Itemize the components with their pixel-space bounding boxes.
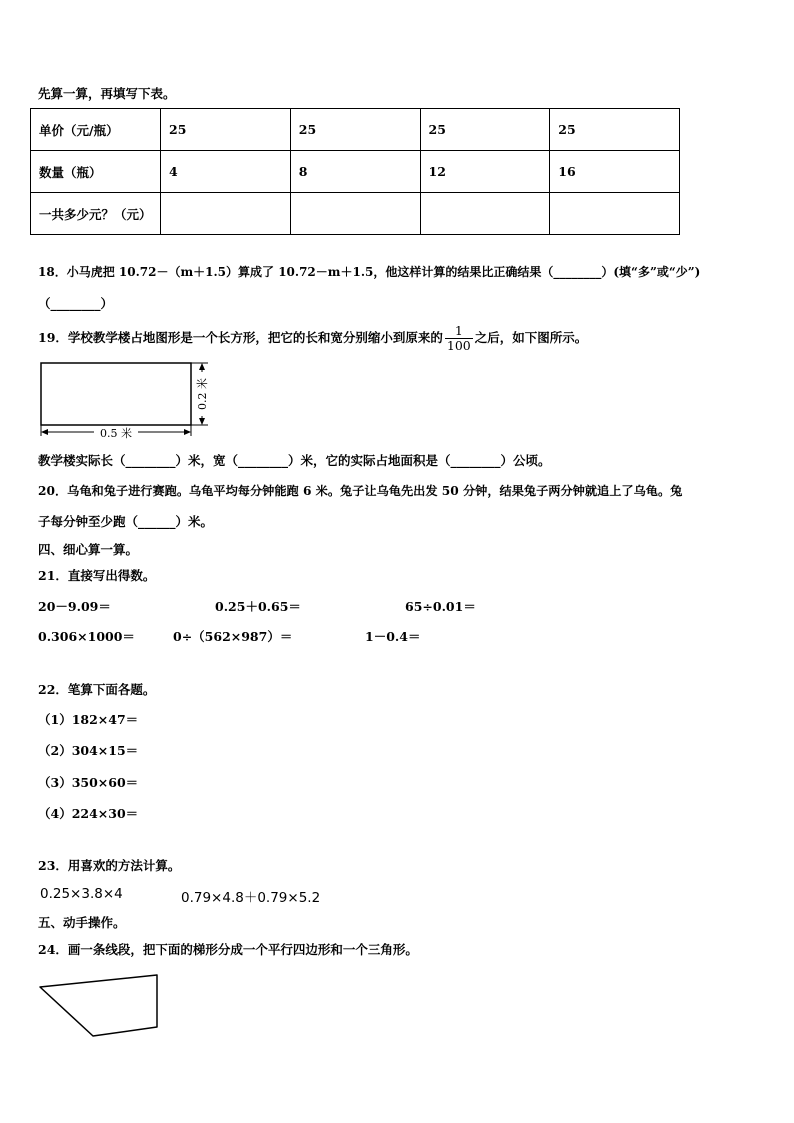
q20-line2: 子每分钟至少跑（______）米。 — [38, 514, 214, 529]
table-row — [31, 109, 680, 151]
q18-line2: （________） — [38, 296, 114, 311]
q20-line1: 20．乌龟和兔子进行赛跑。乌龟平均每分钟能跑 6 米。兔子让乌龟先出发 50 分钟，结果兔子两分钟就追上了乌龟。兔 — [38, 484, 683, 498]
calc-item: 20－9.09＝ — [38, 599, 111, 614]
expression: 0.25×3.8×4 — [40, 886, 123, 902]
table-cell: 25 — [290, 109, 420, 151]
table-cell: 16 — [550, 151, 680, 193]
arrow-down-icon — [199, 418, 205, 425]
q19-text-after: 之后，如下图所示。 — [474, 330, 588, 345]
answer-cell[interactable] — [290, 193, 420, 235]
calc-item: 0.25＋0.65＝ — [215, 599, 301, 614]
table-row — [31, 151, 680, 193]
intro-text: 先算一算，再填写下表。 — [38, 86, 176, 101]
table-cell: 一共多少元？（元） — [31, 193, 161, 235]
arrow-up-icon — [199, 363, 205, 370]
q19-question — [38, 318, 587, 358]
answer-cell[interactable] — [550, 193, 680, 235]
calc-item: （2）304×15＝ — [38, 743, 139, 758]
height-label: 0.2 米 — [196, 378, 209, 410]
calc-item: 0.306×1000＝ — [38, 629, 135, 644]
q23-title: 23．用喜欢的方法计算。 — [38, 858, 181, 873]
q24-title: 24．画一条线段，把下面的梯形分成一个平行四边形和一个三角形。 — [38, 942, 418, 957]
q18-line1: 18．小马虎把 10.72－（m＋1.5）算成了 10.72－m＋1.5，他这样计算的结果比正确结果（________）(填“多”或“少”) — [38, 265, 701, 279]
rectangle-diagram — [36, 358, 216, 443]
q19-text-before: 19．学校教学楼占地图形是一个长方形，把它的长和宽分别缩小到原来的 — [38, 330, 443, 345]
fraction-denominator: 100 — [446, 338, 471, 353]
calc-item: （4）224×30＝ — [38, 806, 139, 821]
table-cell: 数量（瓶） — [31, 151, 161, 193]
table-cell: 25 — [550, 109, 680, 151]
calc-item: 65÷0.01＝ — [405, 599, 476, 614]
table-row — [31, 193, 680, 235]
q22-title: 22．笔算下面各题。 — [38, 682, 156, 697]
table-cell: 12 — [420, 151, 550, 193]
calc-item: （3）350×60＝ — [38, 775, 139, 790]
trapezoid-shape — [40, 975, 157, 1036]
expression: 0.79×4.8＋0.79×5.2 — [181, 890, 321, 906]
answer-cell[interactable] — [420, 193, 550, 235]
section-heading: 五、动手操作。 — [38, 915, 126, 930]
calc-item: 1－0.4＝ — [365, 629, 421, 644]
q21-title: 21．直接写出得数。 — [38, 568, 156, 583]
arrow-left-icon — [41, 429, 48, 435]
table-cell: 单价（元/瓶） — [31, 109, 161, 151]
fraction — [445, 324, 473, 353]
table-cell: 25 — [420, 109, 550, 151]
answer-cell[interactable] — [161, 193, 291, 235]
width-label: 0.5 米 — [100, 427, 132, 440]
table-cell: 25 — [161, 109, 291, 151]
price-table — [30, 108, 680, 235]
trapezoid-diagram — [30, 965, 170, 1045]
table-cell: 8 — [290, 151, 420, 193]
section-heading: 四、细心算一算。 — [38, 542, 139, 557]
building-rectangle — [41, 363, 191, 425]
fraction-numerator: 1 — [445, 324, 473, 339]
table-cell: 4 — [161, 151, 291, 193]
arrow-right-icon — [184, 429, 191, 435]
calc-item: 0÷（562×987）＝ — [173, 629, 293, 644]
calc-item: （1）182×47＝ — [38, 712, 139, 727]
q19-answer-line: 教学楼实际长（________）米，宽（________）米，它的实际占地面积是（________）公顷。 — [38, 453, 551, 468]
